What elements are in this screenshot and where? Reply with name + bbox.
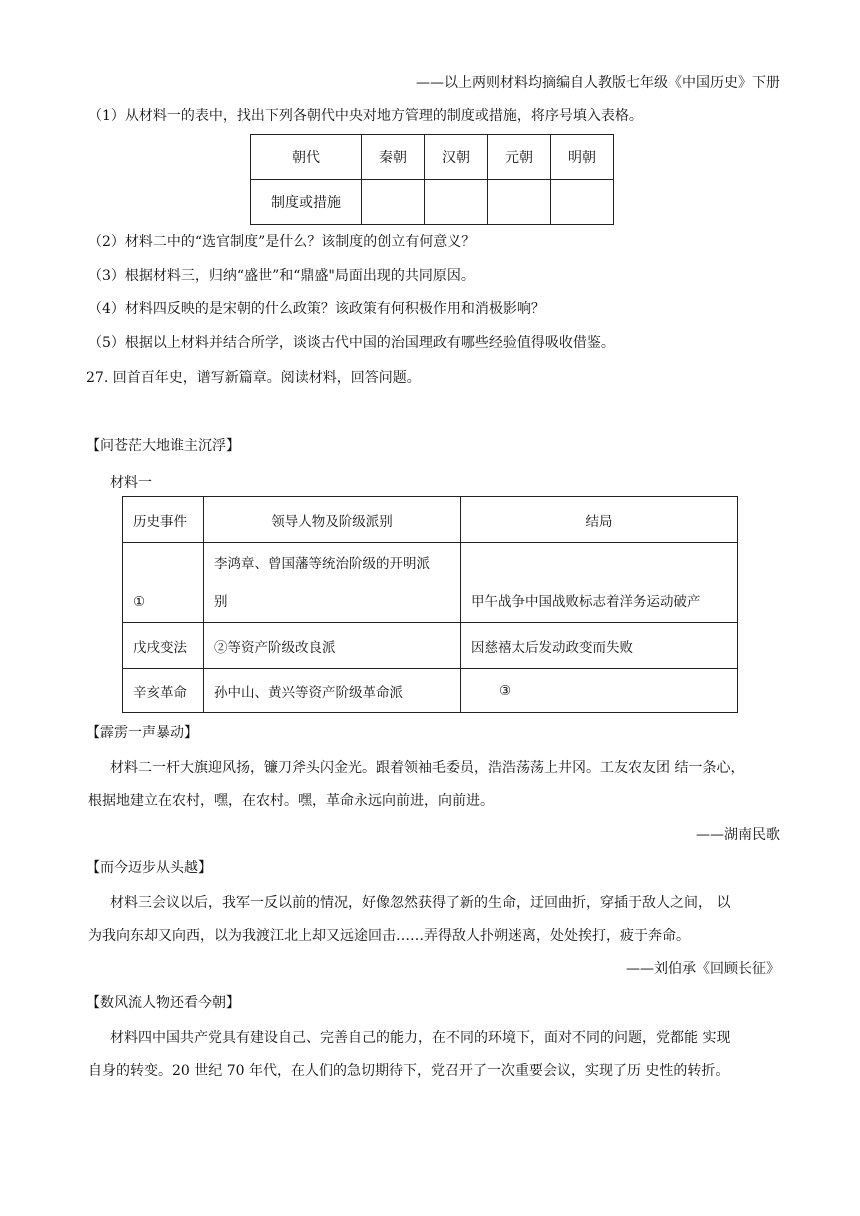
- material-text: 自身的转变。20 世纪 70 年代，在人们的急切期待下，党召开了一次重要会议，实现了历 史性的转折。: [88, 1063, 730, 1079]
- answer-cell: [362, 180, 425, 225]
- material-label: 材料一: [110, 475, 152, 491]
- question-3: （3）根据材料三，归纳“盛世”和“鼎盛"局面出现的共同原因。: [88, 268, 475, 284]
- question-27: 27. 回首百年史，谱写新篇章。阅读材料，回答问题。: [86, 370, 421, 386]
- table-row: [251, 180, 614, 225]
- material-text: 材料四中国共产党具有建设自己、完善自己的能力，在不同的环境下，面对不同的问题，党都能 实现: [110, 1030, 731, 1046]
- table-cell: 孙中山、黄兴等资产阶级革命派: [204, 669, 461, 713]
- table-cell: 秦朝: [362, 135, 425, 180]
- cell-text: 别: [214, 593, 228, 610]
- material-source: ——刘伯承《回顾长征》: [626, 961, 780, 977]
- section-heading: 【问苍茫大地谁主沉浮】: [86, 438, 240, 454]
- table-row: [123, 497, 738, 543]
- table-header-cell: 结局: [461, 497, 738, 543]
- table-row: [123, 543, 738, 623]
- question-5: （5）根据以上材料并结合所学，谈谈古代中国的治国理政有哪些经验值得吸收借鉴。: [88, 335, 615, 351]
- table-cell: 戊戌变法: [123, 623, 204, 669]
- answer-cell: [488, 180, 551, 225]
- table-cell: 辛亥革命: [123, 669, 204, 713]
- table-row: [123, 669, 738, 713]
- material-text: 为我向东却又向西，以为我渡江北上却又远途回击……弄得敌人扑朔迷离，处处挨打，疲于奔命。: [88, 928, 690, 944]
- table-cell: 制度或措施: [251, 180, 362, 225]
- table-cell: ①: [123, 543, 204, 623]
- table-cell: 朝代: [251, 135, 362, 180]
- table-cell: 明朝: [551, 135, 614, 180]
- table-cell: 汉朝: [425, 135, 488, 180]
- material-text: 材料三会议以后，我军一反以前的情况，好像忽然获得了新的生命，迂回曲折，穿插于敌人之间， 以: [110, 895, 731, 911]
- section-heading: 【霹雳一声暴动】: [86, 725, 198, 741]
- cell-text: 李鸿章、曾国藩等统治阶级的开明派: [214, 555, 430, 572]
- table-row: [251, 135, 614, 180]
- table-header-cell: 领导人物及阶级派别: [204, 497, 461, 543]
- table-cell: 因慈禧太后发动政变而失败: [461, 623, 738, 669]
- question-1: （1）从材料一的表中，找出下列各朝代中央对地方管理的制度或措施，将序号填入表格。: [88, 108, 643, 124]
- table-row: [123, 623, 738, 669]
- table-header-cell: 历史事件: [123, 497, 204, 543]
- table-cell: 元朝: [488, 135, 551, 180]
- material-text: 根据地建立在农村，嘿，在农村。嘿，革命永远向前进，向前进。: [88, 793, 494, 809]
- history-events-table: [122, 496, 738, 713]
- table-cell: ③: [461, 669, 738, 713]
- table-cell: 甲午战争中国战败标志着洋务运动破产: [461, 543, 738, 623]
- question-4: （4）材料四反映的是宋朝的什么政策？该政策有何积极作用和消极影响？: [88, 301, 545, 317]
- table-cell: [204, 543, 461, 623]
- section-heading: 【而今迈步从头越】: [86, 860, 212, 876]
- answer-cell: [551, 180, 614, 225]
- question-2: （2）材料二中的“选官制度”是什么？该制度的创立有何意义？: [88, 234, 476, 250]
- section-heading: 【数风流人物还看今朝】: [86, 995, 240, 1011]
- source-line: ——以上两则材料均摘编自人教版七年级《中国历史》下册: [416, 75, 780, 91]
- material-text: 材料二一杆大旗迎风扬，镰刀斧头闪金光。跟着领袖毛委员，浩浩荡荡上井冈。工友农友团 结一条心，: [110, 760, 745, 776]
- table-cell: ②等资产阶级改良派: [204, 623, 461, 669]
- dynasty-table: [250, 134, 614, 225]
- answer-cell: [425, 180, 488, 225]
- material-source: ——湖南民歌: [696, 827, 780, 843]
